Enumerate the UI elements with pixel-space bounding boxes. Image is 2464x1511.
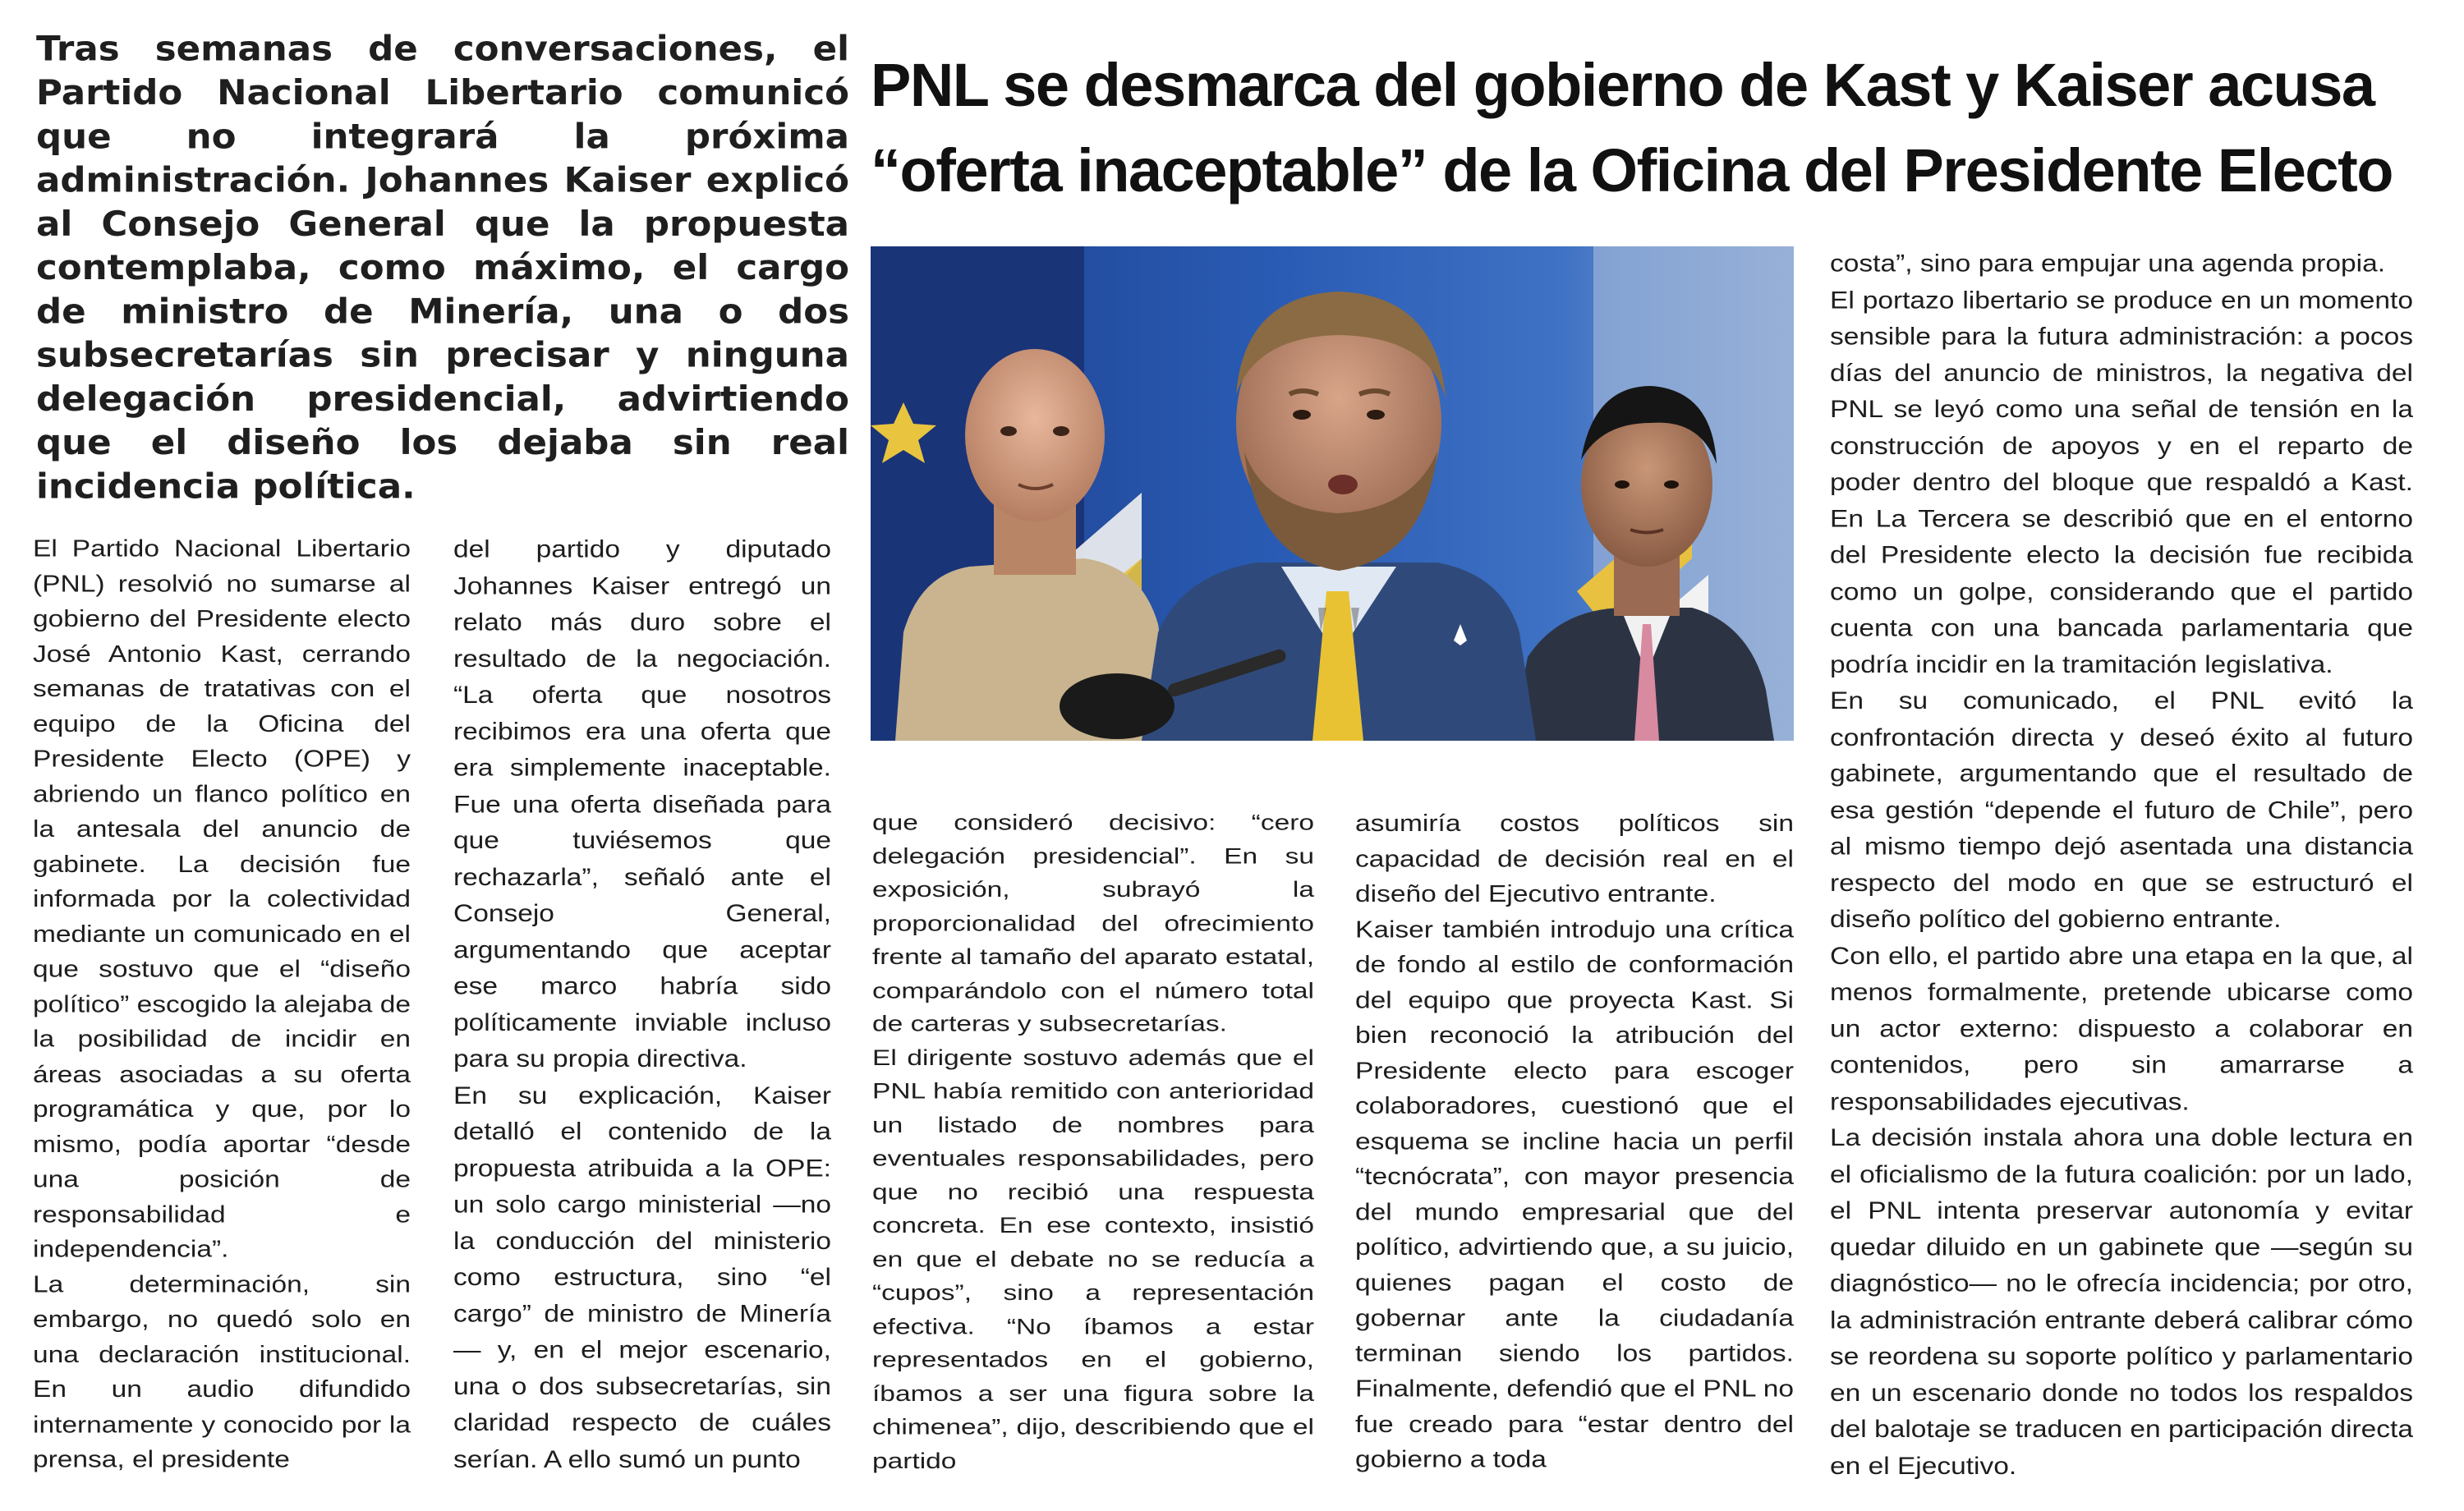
headline xyxy=(871,43,2431,214)
col4-paragraph-2: Kaiser también introdujo una crítica de fondo al estilo de conformación del equipo que proyecta Kast. Si bien reconoció la atribución del Presidente electo para escoger colaboradores, cuestionó que el esquema se incline hacia un perfil “tecnócrata”, con mayor presencia del mundo empresarial que del político, advirtiendo que, a su juicio, quienes pagan el costo de gobernar ante la ciudadanía terminan siendo los partidos. Finalmente, defendió que el PNL no fue creado para “estar dentro del gobierno a toda xyxy=(1355,916,1794,1473)
col2-paragraph-2: En su explicación, Kaiser detalló el contenido de la propuesta atribuida a la OPE: un solo cargo ministerial —no la conducción del ministerio como estructura, sino “el cargo” de ministro de Minería— y, en el mejor escenario, una o dos subsecretarías, sin claridad respecto de cuáles serían. A ello sumó un punto xyxy=(453,1082,831,1473)
article-column-3 xyxy=(872,806,1314,1478)
article-photo xyxy=(871,246,1794,741)
col1-paragraph-1: El Partido Nacional Libertario (PNL) resolvió no sumarse al gobierno del Presidente electo José Antonio Kast, cerrando semanas de tratativas con el equipo de la Oficina del Presidente Electo (OPE) y abriendo un flanco político en la antesala del anuncio de gabinete. La decisión fue informada por la colectividad mediante un comunicado en el que sostuvo que el “diseño político” escogido la alejaba de la posibilidad de incidir en áreas asociadas a su oferta programática y que, por lo mismo, podía aportar “desde una posición de responsabilidad e independencia”. xyxy=(33,536,411,1263)
lead-text: Tras semanas de conversaciones, el Partido Nacional Libertario comunicó que no integrará la próxima administración. Johannes Kaiser explicó al Consejo General que la propuesta contemplaba, como máximo, el cargo de ministro de Minería, una o dos subsecretarías sin precisar y ninguna delegación presidencial, advirtiendo que el diseño los dejaba sin real incidencia política. xyxy=(36,29,849,507)
headline-line-1: PNL se desmarca del gobierno de Kast y Kaiser acusa xyxy=(871,51,2374,119)
article-column-2 xyxy=(453,532,831,1478)
col5-paragraph-2: El portazo libertario se produce en un momento sensible para la futura administración: a pocos días del anuncio de ministros, la negativa del PNL se leyó como una señal de tensión en la construcción de apoyos y en el reparto de poder dentro del bloque que respaldó a Kast. En La Tercera se describió que en el entorno del Presidente electo la decisión fue recibida como un golpe, considerando que el partido cuenta con una bancada parlamentaria que podría incidir en la tramitación legislativa. xyxy=(1830,287,2413,678)
col5-paragraph-5: La decisión instala ahora una doble lectura en el oficialismo de la futura coalición: por un lado, el PNL intenta preservar autonomía y evitar quedar diluido en un gabinete que —según su diagnóstico— no le ofrecía incidencia; por otro, la administración entrante deberá calibrar cómo se reordena su soporte político y parlamentario en un escenario donde no todos los respaldos del balotaje se traducen en participación directa en el Ejecutivo. xyxy=(1830,1124,2413,1480)
article-column-5 xyxy=(1830,246,2413,1485)
lead-summary xyxy=(36,28,849,509)
col2-paragraph-1: del partido y diputado Johannes Kaiser entregó un relato más duro sobre el resultado de la negociación. “La oferta que nosotros recibimos era una oferta que era simplemente inaceptable. Fue una oferta diseñada para que tuviésemos que rechazarla”, señaló ante el Consejo General, argumentando que aceptar ese marco habría sido políticamente inviable incluso para su propia directiva. xyxy=(453,536,831,1073)
col3-paragraph-1: que consideró decisivo: “cero delegación presidencial”. En su exposición, subrayó la proporcionalidad del ofrecimiento frente al tamaño del aparato estatal, comparándolo con el número total de carteras y subsecretarías. xyxy=(872,810,1314,1037)
col4-paragraph-1: asumiría costos políticos sin capacidad de decisión real en el diseño del Ejecutivo entrante. xyxy=(1355,811,1794,907)
col1-paragraph-2: La determinación, sin embargo, no quedó solo en una declaración institucional. En un audio difundido internamente y conocido por la prensa, el presidente xyxy=(33,1271,411,1473)
article-column-4 xyxy=(1355,806,1794,1478)
col3-paragraph-2: El dirigente sostuvo además que el PNL había remitido con anterioridad un listado de nombres para eventuales responsabilidades, pero que no recibió una respuesta concreta. En ese contexto, insistió en que el debate no se reducía a “cupos”, sino a representación efectiva. “No íbamos a estar representados en el gobierno, íbamos a ser una figura sobre la chimenea”, dijo, describiendo que el partido xyxy=(872,1045,1314,1473)
photo-illustration xyxy=(871,246,1794,741)
headline-line-2: “oferta inaceptable” de la Oficina del Presidente Electo xyxy=(871,136,2393,204)
col5-paragraph-4: Con ello, el partido abre una etapa en la que, al menos formalmente, pretende ubicarse como un actor externo: dispuesto a colaborar en contenidos, pero sin amarrarse a responsabilidades ejecutivas. xyxy=(1830,942,2413,1115)
article-column-1 xyxy=(33,532,411,1478)
col5-paragraph-3: En su comunicado, el PNL evitó la confrontación directa y deseó éxito al futuro gabinete, argumentando que el resultado de esa gestión “depende el futuro de Chile”, pero al mismo tiempo dejó asentada una distancia respecto del modo en que se estructuró el diseño político del gobierno entrante. xyxy=(1830,687,2413,934)
col5-paragraph-1: costa”, sino para empujar una agenda propia. xyxy=(1830,250,2386,278)
